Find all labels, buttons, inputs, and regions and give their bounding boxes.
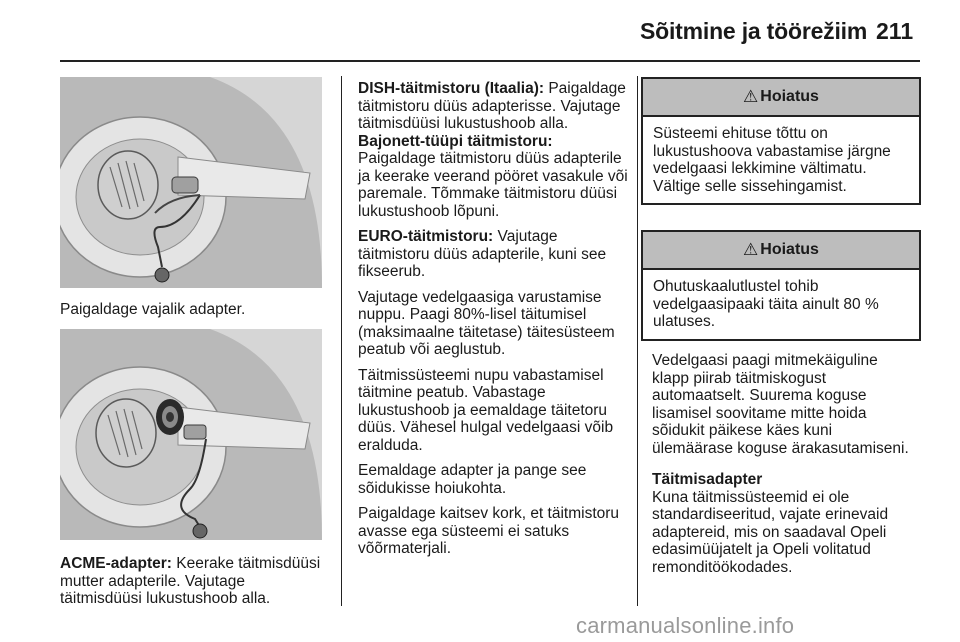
- page-number: 211: [876, 18, 914, 44]
- warning-text-2: Ohutuskaalutlustel tohib vedelgaasipaaki täita ainult 80 % ulatuses.: [653, 278, 879, 330]
- figure-adapter-installed: [60, 329, 322, 540]
- euro-label: EURO-täitmistoru:: [358, 228, 494, 245]
- column-divider-1: [341, 76, 342, 606]
- warning-text-1: Süsteemi ehituse tõttu on lukustushoova vabastamise järgne vedelgaasi lekkimine vältimatu. Vältige selle sissehingamist.: [653, 125, 891, 195]
- left-column-acme: [60, 555, 328, 608]
- euro-text: Vajutage täitmistoru düüs adapterile, kuni see fikseerub.: [358, 228, 607, 280]
- warning-box-2: [641, 230, 921, 341]
- middle-column: [358, 80, 628, 566]
- acme-label: ACME-adapter:: [60, 555, 172, 572]
- paragraph-euro: [358, 228, 628, 281]
- paragraph-acme: [60, 555, 328, 608]
- warning-header-2: [643, 232, 919, 270]
- paragraph-dish: [358, 80, 628, 133]
- warning-header-1: [643, 79, 919, 117]
- paragraph-release: Täitmissüsteemi nupu vabastamisel täitmine peatub. Vabastage lukustushoob ja eemaldage täitetoru düüs. Vähesel hulgal vedelgaasi võib eralduda.: [358, 366, 614, 454]
- warning-triangle-icon: ⚠: [743, 240, 759, 259]
- paragraph-lpg-button: Vajutage vedelgaasiga varustamise nuppu. Paagi 80%-lisel täitumisel (maksimaalne täitetase) täitesüsteem peatub või aeglustub.: [358, 288, 615, 358]
- adapter-text: Kuna täitmissüsteemid ei ole standardiseeritud, vajate erinevaid adaptereid, mis on saadaval Opeli edasimüüjatelt ja Opeli volitatud remonditöökodades.: [652, 488, 889, 576]
- header-rule: [60, 60, 920, 62]
- warning-triangle-icon: ⚠: [743, 87, 759, 106]
- warning-box-1: [641, 77, 921, 205]
- acme-text: Keerake täitmisdüüsi mutter adapterile. Vajutage täitmisdüüsi lukustushoob alla.: [60, 555, 321, 607]
- warning-title-2: Hoiatus: [760, 241, 819, 258]
- bayonet-text: Paigaldage täitmistoru düüs adapterile ja keerake veerand pööret vasakule või paremale. Tõmmake täitmistoru düüsi lukustushoob lõpuni.: [358, 150, 628, 220]
- page-title: Sõitmine ja töörežiim: [640, 18, 868, 44]
- column-divider-2: [637, 76, 638, 606]
- dish-label: DISH-täitmistoru (Itaalia):: [358, 80, 545, 97]
- dish-text: Paigaldage täitmistoru düüs adapterisse. Vajutage täitmisdüüsi lukustushoob alla.: [358, 80, 626, 132]
- paragraph-remove-adapter: Eemaldage adapter ja pange see sõidukisse hoiukohta.: [358, 462, 587, 497]
- paragraph-protective-cap: Paigaldage kaitsev kork, et täitmistoru avasse ega süsteemi ei satuks võõrmaterjali.: [358, 505, 620, 557]
- figure-fuel-filler-cap: [60, 77, 322, 288]
- right-column-text: [652, 352, 914, 576]
- paragraph-multivalve: Vedelgaasi paagi mitmekäiguline klapp piirab täitmiskogust automaatselt. Suurema koguse lisamisel soovitame mitte hoida sõidukit päikese käes kuni ülemäärase koguse ärakasutamiseni.: [652, 352, 909, 457]
- watermark: carmanualsonline.info: [576, 613, 795, 638]
- left-column-caption: [60, 301, 330, 327]
- bayonet-label: Bajonett-tüüpi täitmistoru:: [358, 132, 553, 150]
- paragraph-bayonet: [358, 133, 628, 221]
- adapter-heading: Täitmisadapter: [652, 471, 763, 488]
- warning-title-1: Hoiatus: [760, 88, 819, 105]
- paragraph-adapter-section: [652, 471, 914, 576]
- caption-install-adapter: Paigaldage vajalik adapter.: [60, 301, 246, 318]
